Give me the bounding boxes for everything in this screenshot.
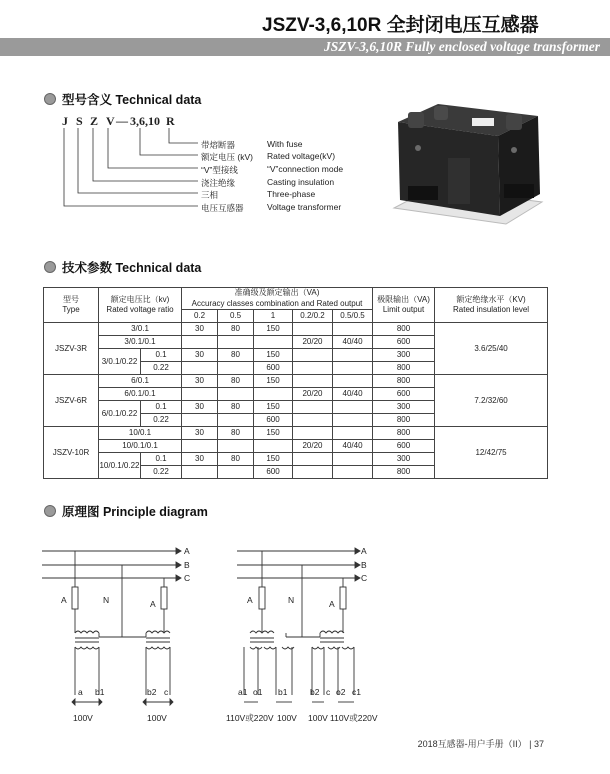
table-row	[44, 323, 548, 336]
header-accuracy	[182, 288, 373, 310]
class-header: 1	[254, 310, 293, 323]
value-cell	[182, 440, 218, 453]
value-cell: 20/20	[293, 336, 333, 349]
header-ins-en: Rated insulation level	[453, 305, 530, 314]
phase-label-c: C	[361, 573, 368, 583]
limit-cell: 800	[373, 427, 435, 440]
value-cell: 80	[218, 453, 254, 466]
value-cell: 40/40	[333, 440, 373, 453]
value-cell: 30	[182, 401, 218, 414]
value-cell	[218, 466, 254, 479]
value-cell	[333, 375, 373, 388]
legend-en-threephase: Three-phase	[267, 189, 316, 199]
insulation-cell: 7.2/32/60	[435, 375, 548, 427]
value-cell: 150	[254, 453, 293, 466]
class-header: 0.2	[182, 310, 218, 323]
value-cell	[182, 388, 218, 401]
ratio-cell: 6/0.1/0.1	[99, 388, 182, 401]
value-cell: 80	[218, 349, 254, 362]
legend-en-vt: Voltage transformer	[267, 202, 342, 212]
value-cell: 40/40	[333, 388, 373, 401]
value-cell	[254, 336, 293, 349]
model-letter: V	[106, 114, 115, 128]
terminal-label: a	[78, 687, 83, 697]
value-cell: 150	[254, 323, 293, 336]
value-cell	[254, 388, 293, 401]
table-row	[44, 427, 548, 440]
legend-en-vconn: “V”connection mode	[267, 164, 344, 174]
limit-cell: 300	[373, 349, 435, 362]
value-cell: 30	[182, 453, 218, 466]
ratio-sub-cell: 0.1	[141, 401, 182, 414]
model-letter: Z	[90, 114, 99, 128]
terminal-label: b2	[147, 687, 157, 697]
value-cell: 80	[218, 323, 254, 336]
model-letter: S	[76, 114, 83, 128]
value-cell	[293, 453, 333, 466]
class-header: 0.5/0.5	[333, 310, 373, 323]
legend-cn-vt: 电压互感器	[201, 203, 244, 213]
phase-label-c: C	[184, 573, 191, 583]
limit-cell: 600	[373, 440, 435, 453]
value-cell	[254, 440, 293, 453]
insulation-cell: 12/42/75	[435, 427, 548, 479]
voltage-label: 100V	[147, 713, 167, 723]
header-limit	[373, 288, 435, 323]
value-cell	[293, 414, 333, 427]
value-cell	[333, 453, 373, 466]
terminal-label: o1	[253, 687, 263, 697]
value-cell: 30	[182, 375, 218, 388]
tech-section-heading	[44, 258, 201, 276]
ratio-sub-cell: 0.22	[141, 414, 182, 427]
value-cell	[333, 466, 373, 479]
ratio-cell: 10/0.1/0.22	[99, 453, 141, 479]
voltage-label: 110V或220V	[226, 713, 274, 723]
ratio-sub-cell: 0.1	[141, 349, 182, 362]
fuse-label-left: A	[61, 595, 67, 605]
diagram-heading-text: 原理图 Principle diagram	[62, 505, 208, 519]
header-ins-cn: 额定绝缘水平（KV)	[456, 294, 526, 304]
value-cell	[333, 362, 373, 375]
ratio-cell: 10/0.1/0.1	[99, 440, 182, 453]
value-cell	[218, 388, 254, 401]
legend-en-voltage: Rated voltage(kV)	[267, 151, 336, 161]
phase-label-b: B	[184, 560, 190, 570]
neutral-label: N	[103, 595, 110, 605]
spec-table	[43, 287, 548, 479]
terminal-label: o2	[336, 687, 346, 697]
terminal-label: b1	[278, 687, 288, 697]
limit-cell: 300	[373, 401, 435, 414]
value-cell: 600	[254, 362, 293, 375]
value-cell	[218, 440, 254, 453]
limit-cell: 300	[373, 453, 435, 466]
value-cell: 150	[254, 375, 293, 388]
header-acc-cn: 准确级及额定输出（VA)	[234, 288, 320, 297]
header-type	[44, 288, 99, 323]
table-row	[44, 375, 548, 388]
limit-cell: 800	[373, 323, 435, 336]
header-limit-cn: 极限输出（VA)	[377, 294, 430, 304]
type-cell: JSZV-3R	[44, 323, 99, 375]
value-cell	[293, 323, 333, 336]
legend-en-casting: Casting insulation	[267, 177, 335, 187]
value-cell	[218, 362, 254, 375]
terminal-label: b2	[310, 687, 320, 697]
header-ratio	[99, 288, 182, 323]
limit-cell: 800	[373, 414, 435, 427]
value-cell	[293, 427, 333, 440]
ratio-cell: 6/0.1	[99, 375, 182, 388]
model-heading-text: 型号含义 Technical data	[62, 93, 202, 107]
value-cell	[182, 362, 218, 375]
bullet-icon	[44, 261, 56, 273]
terminal-label: a1	[238, 687, 248, 697]
value-cell	[333, 414, 373, 427]
fuse-label-left: A	[247, 595, 253, 605]
phase-label-a: A	[184, 546, 190, 556]
ratio-cell: 10/0.1	[99, 427, 182, 440]
type-cell: JSZV-6R	[44, 375, 99, 427]
value-cell: 30	[182, 349, 218, 362]
model-letter: J	[62, 114, 68, 128]
value-cell: 150	[254, 349, 293, 362]
value-cell	[218, 414, 254, 427]
limit-cell: 800	[373, 375, 435, 388]
value-cell: 600	[254, 414, 293, 427]
value-cell	[182, 336, 218, 349]
limit-cell: 600	[373, 388, 435, 401]
value-cell	[182, 414, 218, 427]
legend-cn-casting: 浇注绝缘	[201, 178, 236, 188]
fuse-label-right: A	[150, 599, 156, 609]
value-cell	[293, 362, 333, 375]
phase-label-a: A	[361, 546, 367, 556]
ratio-cell: 3/0.1/0.1	[99, 336, 182, 349]
value-cell	[218, 336, 254, 349]
value-cell	[333, 401, 373, 414]
value-cell	[293, 375, 333, 388]
page-subtitle: JSZV-3,6,10R Fully enclosed voltage transformer	[323, 39, 600, 54]
model-dash: —	[116, 114, 128, 128]
value-cell	[293, 349, 333, 362]
fuse-label-right: A	[329, 599, 335, 609]
value-cell	[293, 466, 333, 479]
ratio-sub-cell: 0.22	[141, 466, 182, 479]
value-cell: 80	[218, 375, 254, 388]
limit-cell: 600	[373, 336, 435, 349]
model-letter: R	[166, 114, 175, 128]
value-cell	[333, 349, 373, 362]
limit-cell: 800	[373, 466, 435, 479]
phase-label-b: B	[361, 560, 367, 570]
header-insulation	[435, 288, 548, 323]
type-cell: JSZV-10R	[44, 427, 99, 479]
product-photo	[388, 98, 548, 233]
ratio-cell: 3/0.1	[99, 323, 182, 336]
page-title: JSZV-3,6,10R 全封闭电压互感器	[262, 15, 539, 36]
legend-cn-threephase: 三相	[201, 190, 219, 200]
value-cell: 30	[182, 323, 218, 336]
header-ratio-cn: 额定电压比（kv)	[110, 294, 170, 304]
value-cell: 80	[218, 401, 254, 414]
tech-heading-text: 技术参数 Technical data	[62, 261, 202, 275]
header-type-cn: 型号	[63, 294, 79, 304]
ratio-cell: 6/0.1/0.22	[99, 401, 141, 427]
legend-cn-voltage: 额定电压 (kV)	[201, 152, 253, 162]
value-cell	[182, 466, 218, 479]
limit-cell: 800	[373, 362, 435, 375]
ratio-cell: 3/0.1/0.22	[99, 349, 141, 375]
class-header: 0.2/0.2	[293, 310, 333, 323]
value-cell: 20/20	[293, 440, 333, 453]
terminal-label: b1	[95, 687, 105, 697]
terminal-label: c	[326, 687, 331, 697]
ratio-sub-cell: 0.1	[141, 453, 182, 466]
value-cell: 30	[182, 427, 218, 440]
legend-en-fuse: With fuse	[267, 139, 303, 149]
value-cell: 150	[254, 401, 293, 414]
value-cell: 20/20	[293, 388, 333, 401]
header-type-en: Type	[62, 305, 80, 314]
insulation-cell: 3.6/25/40	[435, 323, 548, 375]
voltage-label: 100V	[73, 713, 93, 723]
bullet-icon	[44, 505, 56, 517]
value-cell: 80	[218, 427, 254, 440]
value-cell	[293, 401, 333, 414]
value-cell	[333, 323, 373, 336]
class-header: 0.5	[218, 310, 254, 323]
neutral-label: N	[288, 595, 295, 605]
header-acc-en: Accuracy classes combination and Rated output	[191, 298, 363, 308]
diagram-section-heading	[44, 502, 208, 520]
legend-cn-fuse: 带熔断器	[201, 140, 236, 150]
header-limit-en: Limit output	[382, 305, 425, 314]
value-cell: 40/40	[333, 336, 373, 349]
value-cell: 150	[254, 427, 293, 440]
ratio-sub-cell: 0.22	[141, 362, 182, 375]
header-ratio-en: Rated voltage ratio	[106, 305, 174, 314]
model-letter: 3,6,10	[130, 114, 160, 128]
value-cell: 600	[254, 466, 293, 479]
value-cell	[333, 427, 373, 440]
page-footer: 2018互感器-用户手册（II） | 37	[417, 739, 544, 749]
terminal-label: c	[164, 687, 169, 697]
legend-cn-vconn: “V”型接线	[201, 165, 238, 175]
voltage-label: 100V	[308, 713, 328, 723]
terminal-label: c1	[352, 687, 361, 697]
voltage-label: 110V或220V	[330, 713, 378, 723]
voltage-label: 100V	[277, 713, 297, 723]
principle-diagram	[0, 535, 610, 730]
